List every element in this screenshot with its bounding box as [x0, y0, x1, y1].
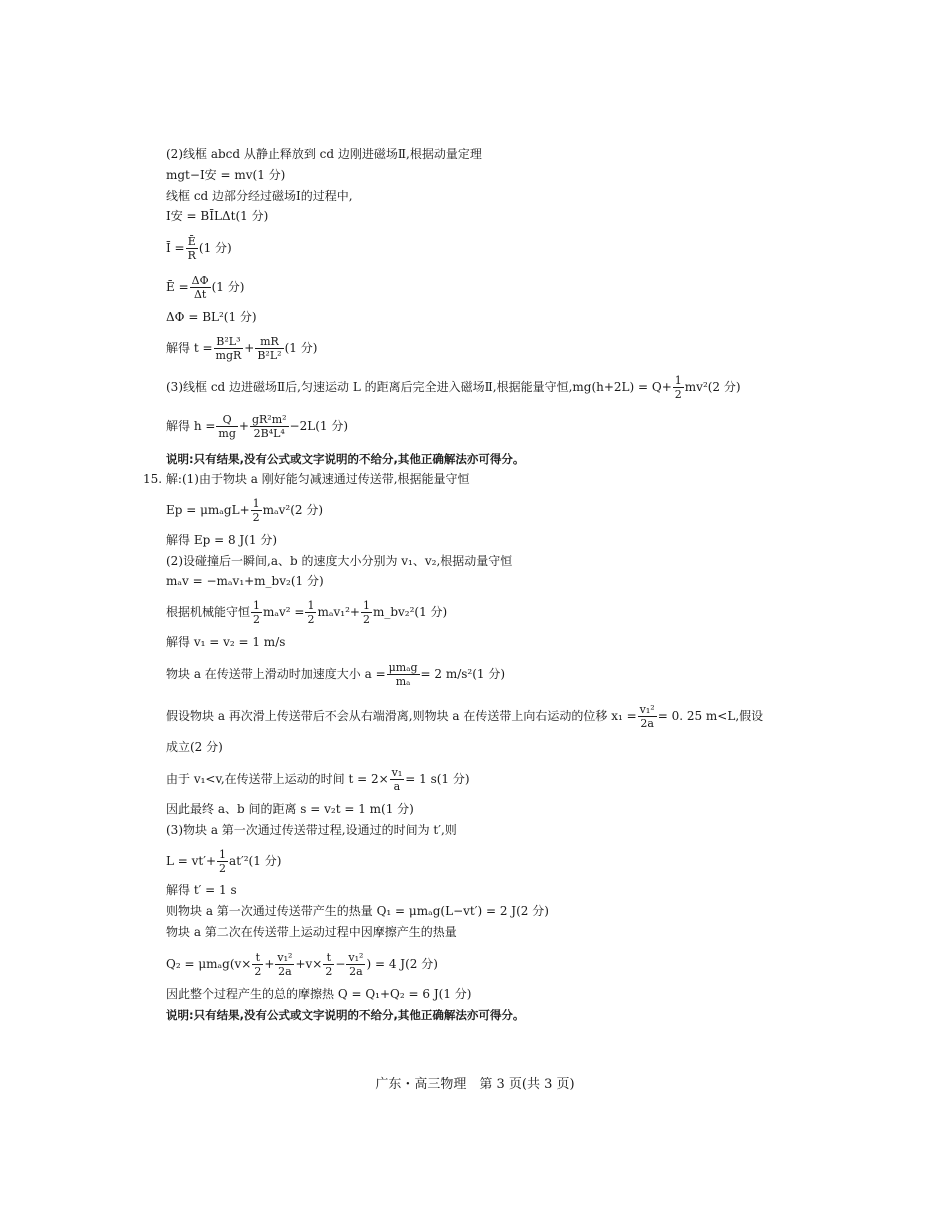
eq-q1: 则物块 a 第一次通过传送带产生的热量 Q₁ = μmₐg(L−vt′) = 2 J(2 分) — [166, 904, 549, 918]
eq-v1v2: 解得 v₁ = v₂ = 1 m/s — [166, 635, 286, 649]
eq-energy2: 根据机械能守恒 $\frac{1}{2}$ mₐv² = $\frac{1}{2}$ mₐv₁²+ $\frac{1}{2}$ m_bv₂²(1 分) — [166, 599, 448, 626]
q2-intro: 物块 a 第二次在传送带上运动过程中因摩擦产生的热量 — [166, 925, 457, 939]
q15-3-intro: (3)物块 a 第一次通过传送带过程,设通过的时间为 t′,则 — [166, 823, 457, 837]
eq-assume-end: 成立(2 分) — [166, 740, 223, 754]
eq-flux: ΔΦ = BL²(1 分) — [166, 310, 257, 324]
eq-dist: 因此最终 a、b 间的距离 s = v₂t = 1 m(1 分) — [166, 802, 414, 816]
p2-intro: (2)线框 abcd 从静止释放到 cd 边刚进磁场Ⅱ,根据动量定理 — [166, 147, 482, 161]
eq-current: Ī = $\frac{Ē}{R}$ (1 分) — [166, 235, 232, 262]
eq-q2: Q₂ = μmₐg(v× $\frac{t}{2}$ + $\frac{\text{v₁²}}{2a}$ +v× $\frac{t}{2}$ − $\frac{\text{v₁²}}{2a}$ ) = 4 J(2 分) — [166, 951, 438, 978]
eq-assume: 假设物块 a 再次滑上传送带后不会从右端滑离,则物块 a 在传送带上向右运动的位移 x₁ = $\frac{\text{v₁²}}{2a}$ = 0. 25 m<L,假设 — [166, 703, 764, 730]
eq-tprime: 解得 t′ = 1 s — [166, 883, 237, 897]
eq-mom2: mₐv = −mₐv₁+m_bv₂(1 分) — [166, 574, 324, 588]
eq-ep: Ep = μmₐgL+ $\frac{1}{2}$ mₐv²(2 分) — [166, 497, 324, 524]
p3-intro: (3)线框 cd 边进磁场Ⅱ后,匀速运动 L 的距离后完全进入磁场Ⅱ,根据能量守恒,mg(h+2L) = Q+ $\frac{1}{2}$ mv²(2 分) — [166, 374, 741, 401]
eq-t: 解得 t = $\frac{\text{B²L³}}{\text{mgR}}$ + $\frac{mR}{\text{B²L²}}$ (1 分) — [166, 335, 318, 362]
eq-time: 由于 v₁<v,在传送带上运动的时间 t = 2× $\frac{\text{v₁}}{a}$ = 1 s(1 分) — [166, 766, 470, 793]
eq-ep-val: 解得 Ep = 8 J(1 分) — [166, 533, 278, 547]
p2-cd: 线框 cd 边部分经过磁场Ⅰ的过程中, — [166, 189, 353, 203]
eq-L: L = vt′+ $\frac{1}{2}$ at′²(1 分) — [166, 848, 282, 875]
q15-2-intro: (2)设碰撞后一瞬间,a、b 的速度大小分别为 v₁、v₂,根据动量守恒 — [166, 554, 513, 568]
eq-emf: Ē = $\frac{\Delta\Phi}{\Delta t}$ (1 分) — [166, 274, 245, 301]
eq-impulse: I安 = BĪLΔt(1 分) — [166, 209, 269, 223]
note-1: 说明:只有结果,没有公式或文字说明的不给分,其他正确解法亦可得分。 — [166, 452, 525, 466]
eq-accel: 物块 a 在传送带上滑动时加速度大小 a = $\frac{\text{μmₐg}}{\text{mₐ}}$ = 2 m/s²(1 分) — [166, 661, 506, 688]
page-footer: 广东・高三物理 第 3 页(共 3 页) — [375, 1077, 575, 1092]
eq-h: 解得 h = $\frac{Q}{mg}$ + $\frac{\text{gR²m²}}{\text{2B⁴L⁴}}$ −2L(1 分) — [166, 413, 349, 440]
note-2: 说明:只有结果,没有公式或文字说明的不给分,其他正确解法亦可得分。 — [166, 1008, 525, 1022]
eq-total: 因此整个过程产生的总的摩擦热 Q = Q₁+Q₂ = 6 J(1 分) — [166, 987, 472, 1001]
q15-intro: 15. 解:(1)由于物块 a 刚好能匀减速通过传送带,根据能量守恒 — [143, 472, 470, 486]
eq-momentum: mgt−I安 = mv(1 分) — [166, 168, 286, 182]
